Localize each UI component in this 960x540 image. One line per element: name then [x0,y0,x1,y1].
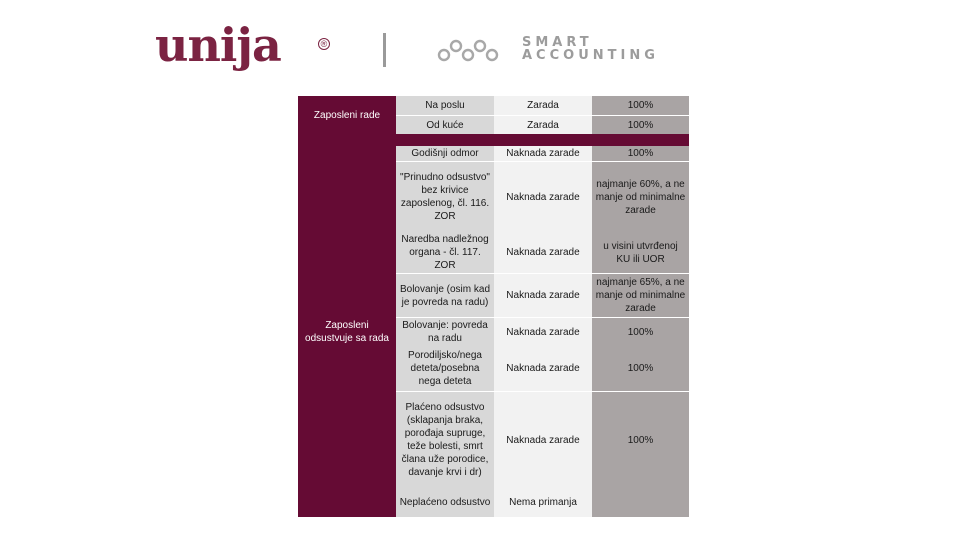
table-row-category: Plaćeno odsustvo (sklapanja braka, porođaja supruge, teže bolesti, smrt člana uže porodice, davanje krvi i dr) [396,392,494,488]
table-row-percent: 100% [592,346,689,392]
table-row-compensation: Zarada [494,96,592,116]
table-row-compensation: Naknada zarade [494,274,592,318]
smart-accounting-dots-icon [437,38,499,62]
table-row-compensation: Naknada zarade [494,318,592,346]
table-row-category: Na poslu [396,96,494,116]
table-row-category: Neplaćeno odsustvo [396,488,494,517]
group-label-absent: Zaposleni odsustvuje sa rada [298,146,396,517]
table-row-category: Godišnji odmor [396,146,494,162]
table-row-category: "Prinudno odsustvo" bez krivice zaposlenog, čl. 116. ZOR [396,162,494,232]
table-row-category: Bolovanje: povreda na radu [396,318,494,346]
table-row-percent [592,488,689,517]
table-row-compensation: Naknada zarade [494,232,592,274]
table-row-percent: u visini utvrđenoj KU ili UOR [592,232,689,274]
table-row-category: Naredba nadležnog organa - čl. 117. ZOR [396,232,494,274]
unija-logo: unija [155,18,281,72]
table-row-percent: 100% [592,392,689,488]
table-row-category: Od kuće [396,116,494,134]
logo-divider [383,33,386,67]
table-row-compensation: Naknada zarade [494,346,592,392]
smart-accounting-logo [522,36,659,62]
table-row-compensation: Naknada zarade [494,162,592,232]
table-row-compensation: Zarada [494,116,592,134]
table-row-category: Bolovanje (osim kad je povreda na radu) [396,274,494,318]
table-row-category: Porodiljsko/nega deteta/posebna nega deteta [396,346,494,392]
accounting-text: ACCOUNTING [522,48,659,63]
table-row-compensation: Naknada zarade [494,392,592,488]
table-row-percent: 100% [592,96,689,116]
section-separator [298,134,689,146]
table-row-percent: 100% [592,318,689,346]
smart-text: SMART [522,35,593,50]
table-row-percent: najmanje 65%, a ne manje od minimalne zarade [592,274,689,318]
registered-mark: ® [318,38,330,50]
group-label-working: Zaposleni rade [298,96,396,134]
table-row-compensation: Naknada zarade [494,146,592,162]
table-row-compensation: Nema primanja [494,488,592,517]
table-row-percent: 100% [592,116,689,134]
table-row-percent: 100% [592,146,689,162]
table-row-percent: najmanje 60%, a ne manje od minimalne zarade [592,162,689,232]
